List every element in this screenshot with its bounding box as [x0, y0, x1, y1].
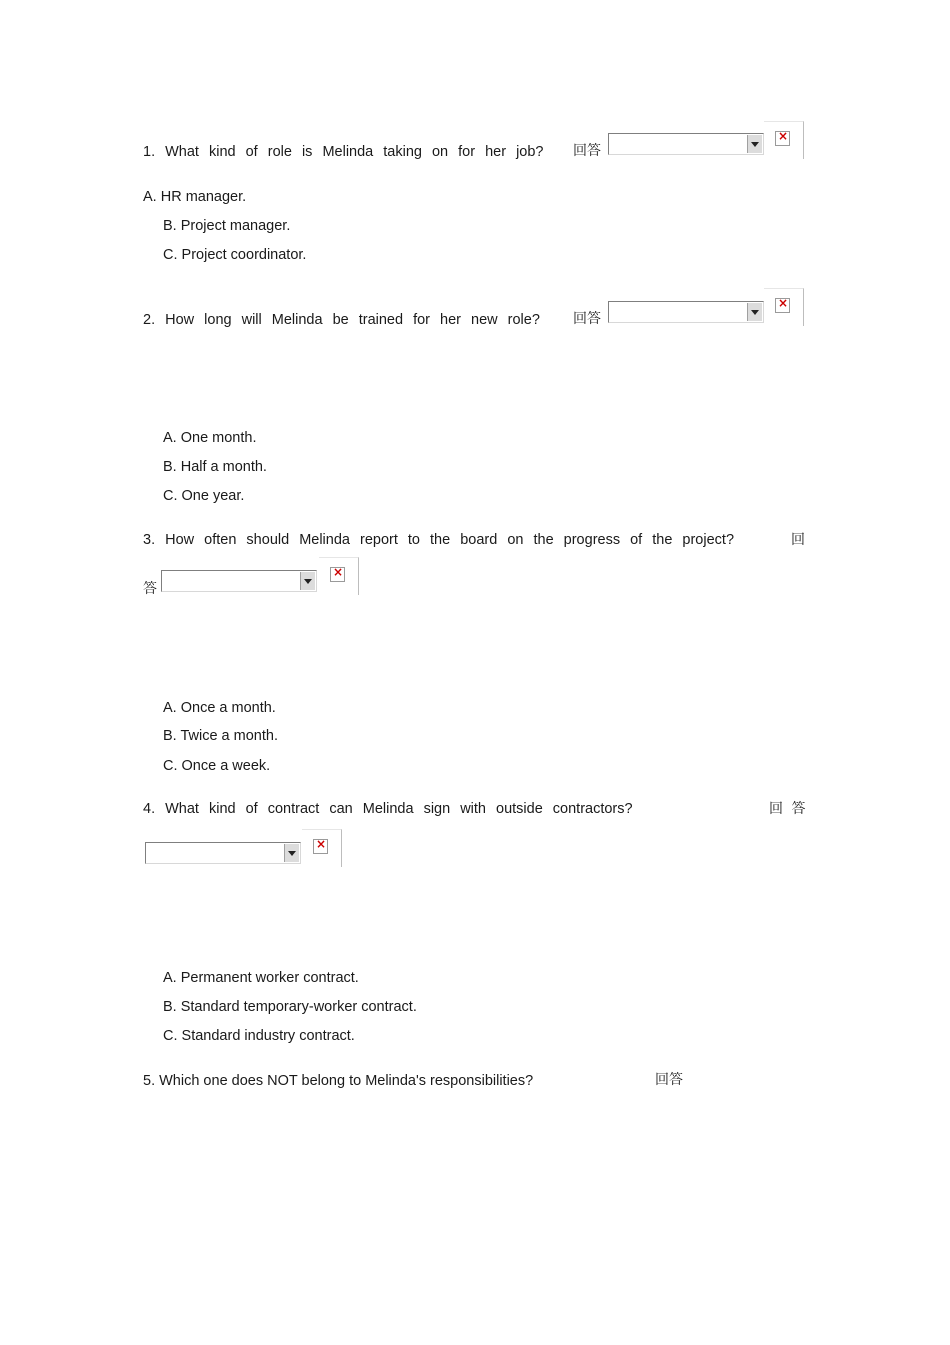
answer-label-part2: 答: [143, 581, 157, 597]
chevron-down-icon[interactable]: [284, 844, 299, 862]
chevron-down-icon[interactable]: [747, 135, 762, 153]
answer-select-4[interactable]: [145, 842, 301, 864]
question-3-text: 3. How often should Melinda report to the board on the progress of the project?: [143, 532, 735, 548]
answer-label: 回答: [655, 1072, 683, 1088]
chevron-down-icon[interactable]: [747, 303, 762, 321]
option-3b: B. Twice a month.: [163, 728, 278, 744]
option-4b: B. Standard temporary-worker contract.: [163, 999, 417, 1015]
broken-image-icon: [764, 288, 804, 326]
option-4a: A. Permanent worker contract.: [163, 970, 359, 986]
answer-label-part1: 回: [791, 532, 805, 548]
option-4c: C. Standard industry contract.: [163, 1028, 355, 1044]
answer-select-2[interactable]: [608, 301, 764, 323]
answer-label: 回 答: [769, 801, 806, 817]
option-1b: B. Project manager.: [163, 218, 291, 234]
option-3c: C. Once a week.: [163, 758, 271, 774]
broken-image-icon: [319, 557, 359, 595]
option-2a: A. One month.: [163, 430, 257, 446]
question-2-text: 2. How long will Melinda be trained for her new role?: [143, 312, 540, 328]
option-3a: A. Once a month.: [163, 700, 276, 716]
option-1c: C. Project coordinator.: [163, 247, 307, 263]
chevron-down-icon[interactable]: [300, 572, 315, 590]
answer-label: 回答: [573, 143, 601, 159]
question-1-text: 1. What kind of role is Melinda taking on for her job?: [143, 144, 544, 160]
broken-image-icon: [764, 121, 804, 159]
answer-label: 回答: [573, 311, 601, 327]
answer-select-3[interactable]: [161, 570, 317, 592]
question-5-text: 5. Which one does NOT belong to Melinda's responsibilities?: [143, 1073, 534, 1089]
broken-image-icon: [302, 829, 342, 867]
question-4-text: 4. What kind of contract can Melinda sign with outside contractors?: [143, 801, 633, 817]
option-2c: C. One year.: [163, 488, 245, 504]
option-2b: B. Half a month.: [163, 459, 267, 475]
option-1a: A. HR manager.: [143, 189, 247, 205]
answer-select-1[interactable]: [608, 133, 764, 155]
